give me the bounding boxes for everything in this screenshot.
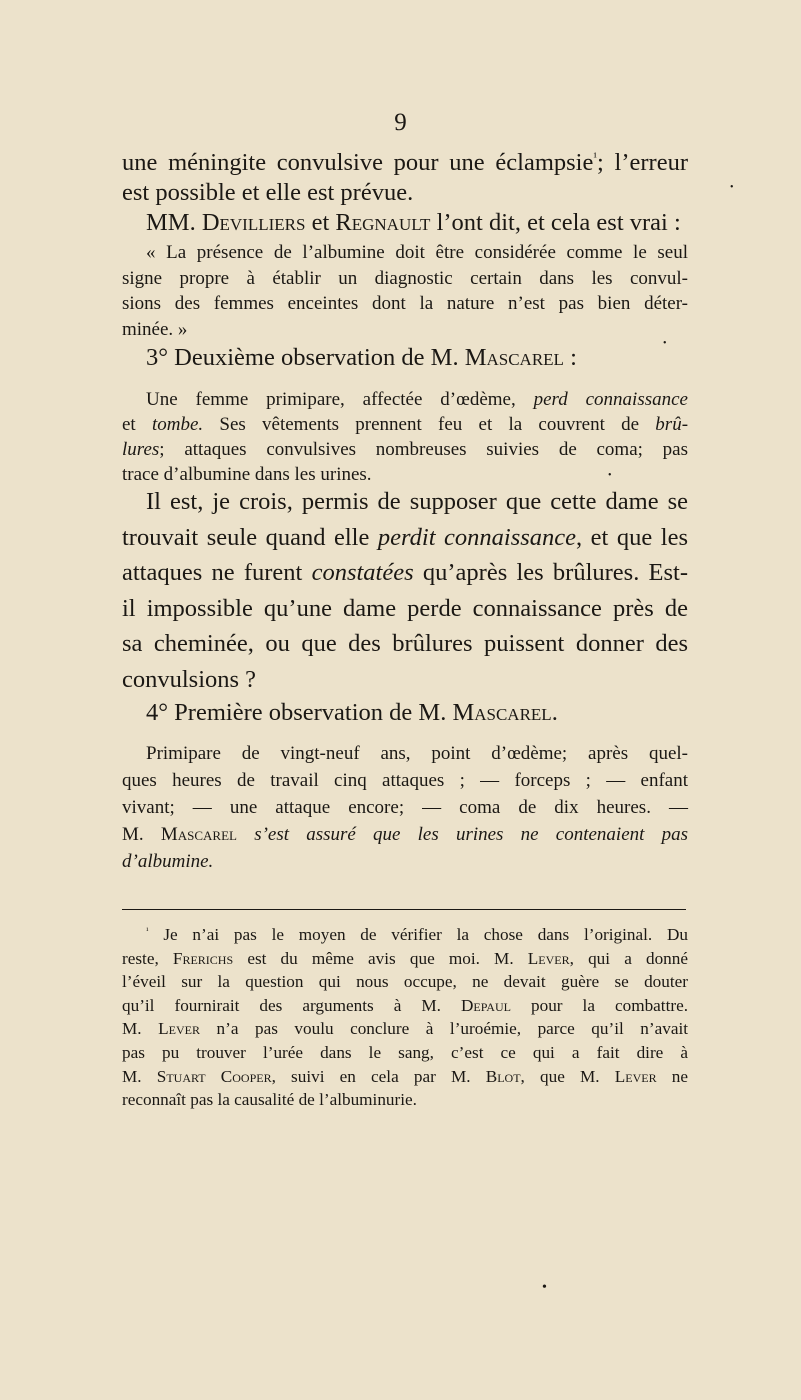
text-line: qu’il fournirait des arguments à M. Depaul pour la combattre. bbox=[122, 995, 689, 1015]
quotation-block bbox=[122, 240, 688, 342]
footnote-marker: ¹ bbox=[146, 925, 149, 936]
text-line: « La présence de l’albumine doit être considérée comme le seul bbox=[146, 242, 688, 263]
text-line: 3° Deuxième observation de M. Mascarel : bbox=[146, 344, 577, 371]
observation-block-4 bbox=[122, 740, 688, 875]
scan-speck: • bbox=[542, 1280, 547, 1295]
paragraph-opening bbox=[122, 148, 688, 238]
text-line: sa cheminée, ou que des brûlures puissent donner des bbox=[122, 630, 688, 657]
text-line: M. Stuart Cooper, suivi en cela par M. Blot, que M. Lever ne bbox=[122, 1066, 689, 1086]
text-line: d’albumine. bbox=[122, 851, 214, 872]
text-line: est possible et elle est prévue. bbox=[122, 179, 414, 206]
text-line: pas pu trouver l’urée dans le sang, c’est ce qui a fait dire à bbox=[122, 1042, 688, 1062]
text-line: et tombe. Ses vêtements prennent feu et la couvrent de brû- bbox=[122, 414, 689, 435]
paragraph-commentary bbox=[122, 484, 688, 697]
section-heading-4 bbox=[122, 698, 688, 728]
text-line: trace d’albumine dans les urines. bbox=[122, 464, 372, 485]
text-line: vivant; — une attaque encore; — coma de dix heures. — bbox=[122, 797, 688, 818]
footnote-ref[interactable]: ¹ bbox=[593, 149, 598, 164]
text-line: convulsions ? bbox=[122, 665, 257, 693]
text-line: une méningite convulsive pour une éclampsie$^{^1}$; l’erreur bbox=[122, 149, 688, 176]
text-line: sions des femmes enceintes dont la nature n’est pas bien déter- bbox=[122, 293, 688, 314]
text-line: attaques ne furent constatées qu’après les brûlures. Est- bbox=[122, 559, 689, 586]
text-line: 4° Première observation de M. Mascarel. bbox=[146, 699, 558, 726]
observation-block-3 bbox=[122, 387, 688, 487]
text-line: $^{^1}$ Je n’ai pas le moyen de vérifier la chose dans l’original. Du bbox=[146, 925, 688, 944]
text-line: trouvait seule quand elle perdit connaissance, et que les bbox=[122, 523, 688, 551]
text-line: Il est, je crois, permis de supposer que cette dame se bbox=[146, 488, 688, 515]
text-line: ques heures de travail cinq attaques ; — forceps ; — enfant bbox=[122, 770, 688, 791]
text-line: M. Lever n’a pas voulu conclure à l’uroémie, parce qu’il n’avait bbox=[122, 1019, 689, 1039]
text-line: Une femme primipare, affectée d’œdème, perd connaissance bbox=[146, 389, 688, 410]
scan-speck: • bbox=[608, 470, 612, 481]
text-line: l’éveil sur la question qui nous occupe, ne devait guère se douter bbox=[122, 972, 688, 992]
text-line: signe propre à établir un diagnostic certain dans les convul- bbox=[122, 267, 688, 289]
text-line: lures; attaques convulsives nombreuses suivies de coma; pas bbox=[122, 439, 688, 460]
page-number: 9 bbox=[394, 109, 407, 136]
text-line: Primipare de vingt-neuf ans, point d’œdème; après quel- bbox=[146, 743, 688, 764]
text-line: il impossible qu’une dame perde connaissance près de bbox=[122, 594, 688, 622]
text-line: reste, Frerichs est du même avis que moi. M. Lever, qui a donné bbox=[122, 948, 688, 968]
scan-speck: • bbox=[730, 182, 734, 193]
footnote bbox=[122, 923, 688, 1112]
section-heading-3 bbox=[122, 343, 688, 373]
text-line: reconnaît pas la causalité de l’albuminurie. bbox=[122, 1090, 417, 1110]
text-line: minée. » bbox=[122, 318, 188, 340]
text-line: MM. Devilliers et Regnault l’ont dit, et cela est vrai : bbox=[146, 209, 681, 236]
text-line: M. Mascarel s’est assuré que les urines ne contenaient pas bbox=[122, 824, 689, 845]
footnote-separator bbox=[122, 909, 686, 910]
scan-speck: • bbox=[663, 338, 667, 349]
